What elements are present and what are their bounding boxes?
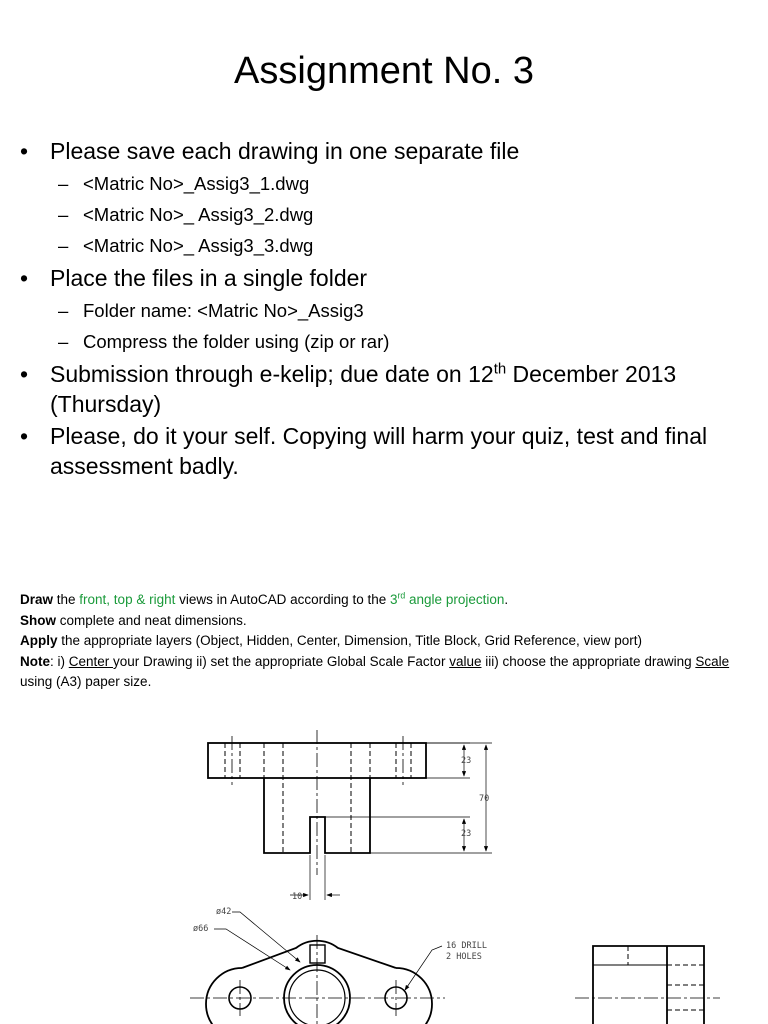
bullet-text: Please save each drawing in one separate file: [50, 138, 520, 164]
bullet-dot: •: [20, 265, 29, 291]
dim-phi42: ø42: [216, 907, 232, 917]
projection-highlight: 3rd angle projection: [389, 590, 505, 607]
dim-10: 10: [292, 892, 303, 902]
bullet-text: Submission through e-kelip; due date on 12: [50, 361, 494, 387]
bullet-text: Place the files in a single folder: [50, 265, 368, 291]
bullet-dot: •: [20, 423, 29, 449]
bullet-submission: [20, 359, 760, 419]
sub-bullet-text: Compress the folder using (zip or rar): [83, 331, 390, 352]
top-view: [190, 912, 445, 1024]
bullet-dot: •: [20, 138, 29, 164]
page-title: Assignment No. 3: [234, 50, 534, 92]
sub-bullet-text: Folder name: <Matric No>_Assig3: [83, 300, 364, 321]
hidden-lines: [225, 743, 411, 853]
bullet-dot: •: [20, 361, 29, 387]
drill-note-line1: 16 DRILL: [446, 941, 487, 951]
sub-bullet-text: <Matric No>_ Assig3_3.dwg: [83, 235, 314, 256]
bullet-save-files: [20, 136, 760, 166]
dim-23-top: 23: [461, 756, 472, 766]
sub-bullet-compress: – Compress the folder using (zip or rar): [58, 331, 390, 352]
sub-bullet-file-2: – <Matric No>_ Assig3_2.dwg: [58, 204, 314, 225]
dim-phi66: ø66: [193, 924, 209, 934]
front-view: [208, 730, 492, 900]
right-view: [575, 946, 720, 1024]
technical-drawing: [0, 720, 768, 1024]
task-line-apply: Apply the appropriate layers (Object, Hidden, Center, Dimension, Title Block, Grid Reference, view port): [20, 633, 643, 648]
sub-bullet-text: <Matric No>_ Assig3_2.dwg: [83, 204, 314, 225]
dim-70: 70: [479, 794, 490, 804]
slot: [310, 945, 325, 963]
superscript: th: [493, 360, 507, 378]
sub-bullet-file-1: – <Matric No>_Assig3_1.dwg: [58, 173, 310, 194]
drill-note-line2: 2 HOLES: [446, 952, 482, 962]
dim-23-bottom: 23: [461, 829, 472, 839]
instruction-list: [20, 136, 760, 483]
task-instructions: [20, 590, 760, 693]
bullet-text: Please, do it your self. Copying will harm your quiz, test and final assessment badly.: [50, 423, 708, 479]
dimension-lines: [290, 743, 492, 900]
views-highlight: front, top & right: [79, 592, 176, 607]
sub-bullet-file-3: – <Matric No>_ Assig3_3.dwg: [58, 235, 314, 256]
bullet-text-cont: December 2013 (Thursday): [50, 361, 677, 417]
task-line-note: Note: i) Center your Drawing ii) set the appropriate Global Scale Factor value iii) choose the appropriate drawing Scale using (A3) paper size.: [20, 653, 730, 689]
bullet-folder: [20, 263, 760, 293]
bullet-warning: [20, 421, 760, 481]
lug-left: [206, 968, 242, 1024]
task-line-show: Show complete and neat dimensions.: [20, 612, 247, 628]
task-line-draw: Draw the front, top & right views in AutoCAD according to the 3rd angle projection.: [20, 590, 509, 607]
sub-bullet-text: <Matric No>_Assig3_1.dwg: [83, 173, 310, 194]
sub-bullet-folder-name: – Folder name: <Matric No>_Assig3: [58, 300, 364, 321]
